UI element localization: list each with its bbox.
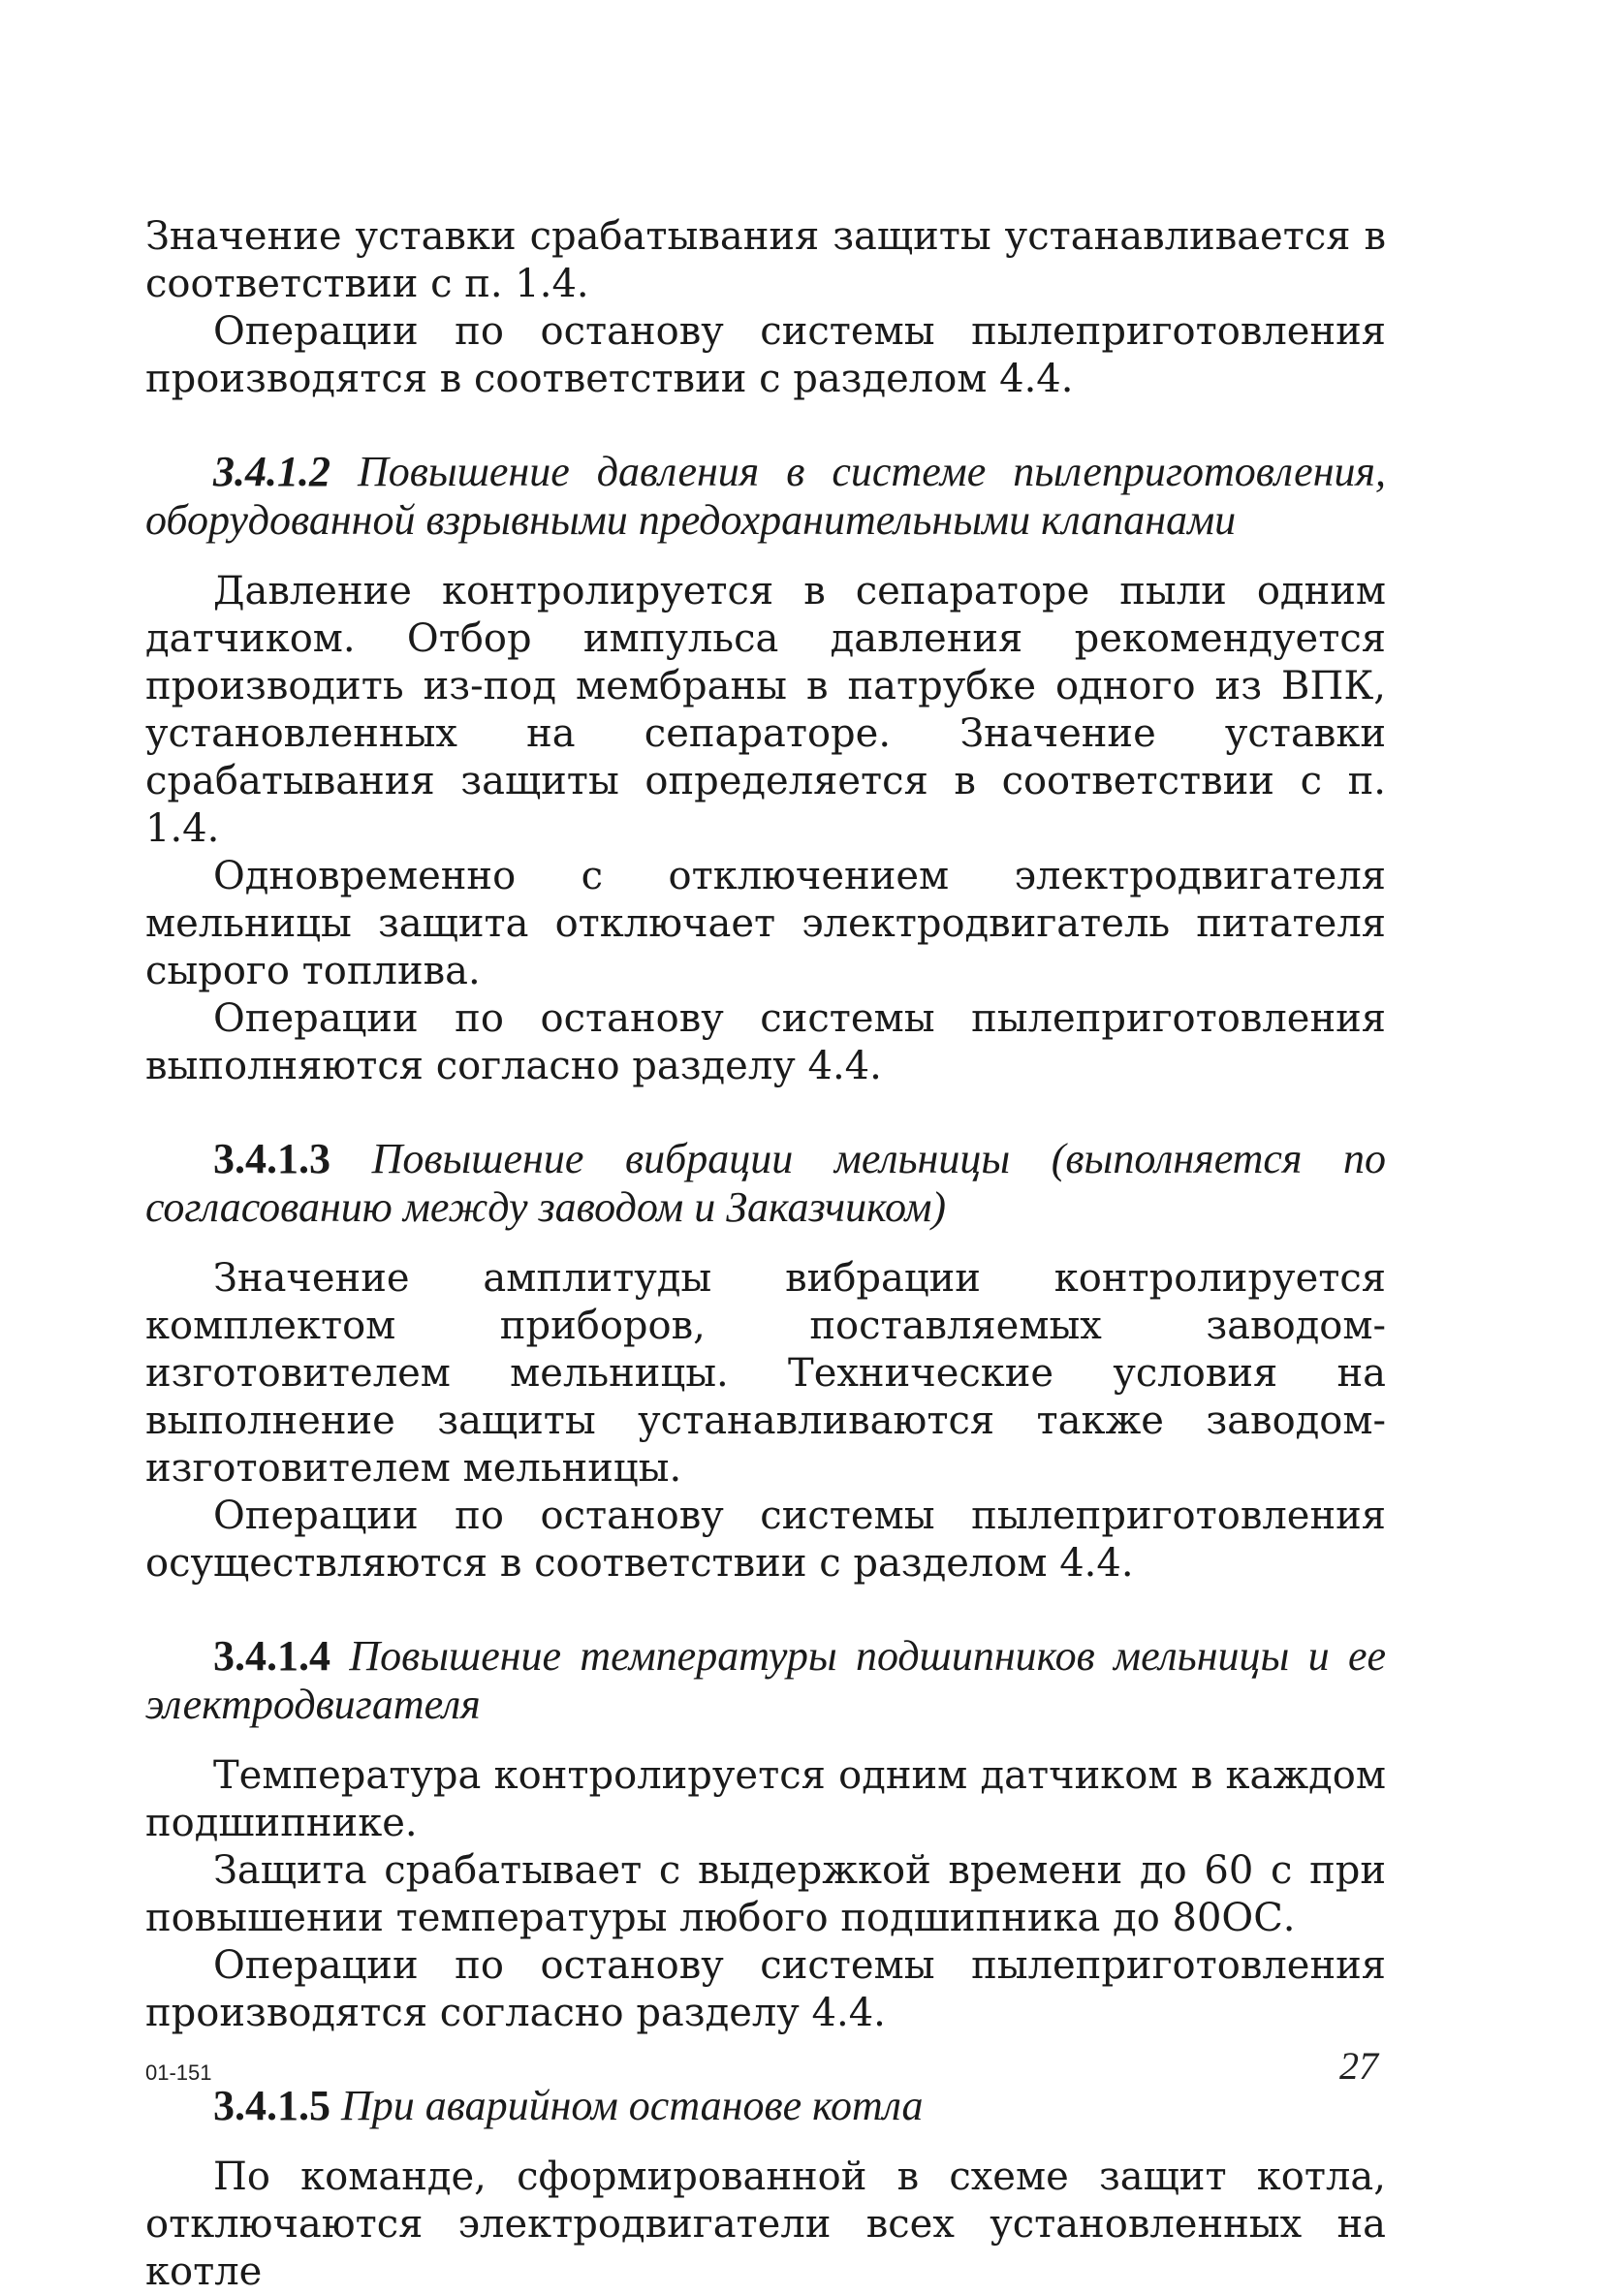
paragraph-simultaneous-shutdown: Одновременно с отключением электродвигателя мельницы защита отключает электродвигатель питателя сырого топлива. [145,854,1386,993]
spacer [145,545,1386,568]
document-code: 01-151 [145,2060,212,2085]
paragraph-pressure-control: Давление контролируется в сепараторе пыли одним датчиком. Отбор импульса давления рекомендуется производить из-под мембраны в патрубке одного из ВПК, установленных на сепараторе. Значение уставки срабатывания защиты определяется в соответствии с п. 1.4. [145,569,1386,851]
section-title: Повышение давления в системе пылеприготовления, оборудованной взрывными предохранительными клапанами [145,448,1386,544]
paragraph-shutdown-ops-4: Операции по останову системы пылеприготовления производятся согласно разделу 4.4. [145,1943,1386,2035]
paragraph-shutdown-ops-1: Операции по останову системы пылеприготовления производятся в соответствии с разделом 4.4. [145,309,1386,401]
spacer [145,2130,1386,2154]
spacer [145,2037,1386,2082]
section-heading-3-4-1-3 [145,1135,1386,1232]
paragraph-protection-delay: Защита срабатывает с выдержкой времени до 60 с при повышении температуры любого подшипника до 80ОС. [145,1848,1386,1940]
spacer [145,1232,1386,1255]
section-number: 3.4.1.2 [213,448,330,495]
section-heading-3-4-1-5 [145,2082,1386,2130]
section-number: 3.4.1.3 [213,1135,330,1182]
section-number: 3.4.1.4 [213,1632,330,1680]
paragraph-setpoint: Значение уставки срабатывания защиты устанавливается в соответствии с п. 1.4. [145,214,1386,306]
section-title: Повышение вибрации мельницы (выполняется по согласованию между заводом и Заказчиком) [145,1135,1387,1231]
paragraph-vibration-amplitude: Значение амплитуды вибрации контролируется комплектом приборов, поставляемых заводом-изготовителем мельницы. Технические условия на выполнение защиты устанавливаются также заводом-изготовителем мельницы. [145,1256,1386,1491]
section-title: При аварийном останове котла [341,2082,924,2129]
spacer [145,1729,1386,1752]
paragraph-boiler-command: По команде, сформированной в схеме защит котла, отключаются электродвигатели всех установленных на котле [145,2154,1386,2294]
section-title: Повышение температуры подшипников мельницы и ее электродвигателя [145,1632,1387,1728]
section-number: 3.4.1.5 [213,2082,330,2129]
section-heading-3-4-1-2 [145,448,1386,545]
section-heading-3-4-1-4 [145,1632,1386,1729]
spacer [145,1090,1386,1135]
paragraph-shutdown-ops-2: Операции по останову системы пылеприготовления выполняются согласно разделу 4.4. [145,996,1386,1088]
document-page [145,213,1386,2296]
paragraph-shutdown-ops-3: Операции по останову системы пылеприготовления осуществляются в соответствии с разделом 4.4. [145,1494,1386,1586]
paragraph-temperature-control: Температура контролируется одним датчиком в каждом подшипнике. [145,1753,1386,1845]
page-number: 27 [1339,2044,1378,2088]
spacer [145,403,1386,448]
spacer [145,1588,1386,1632]
